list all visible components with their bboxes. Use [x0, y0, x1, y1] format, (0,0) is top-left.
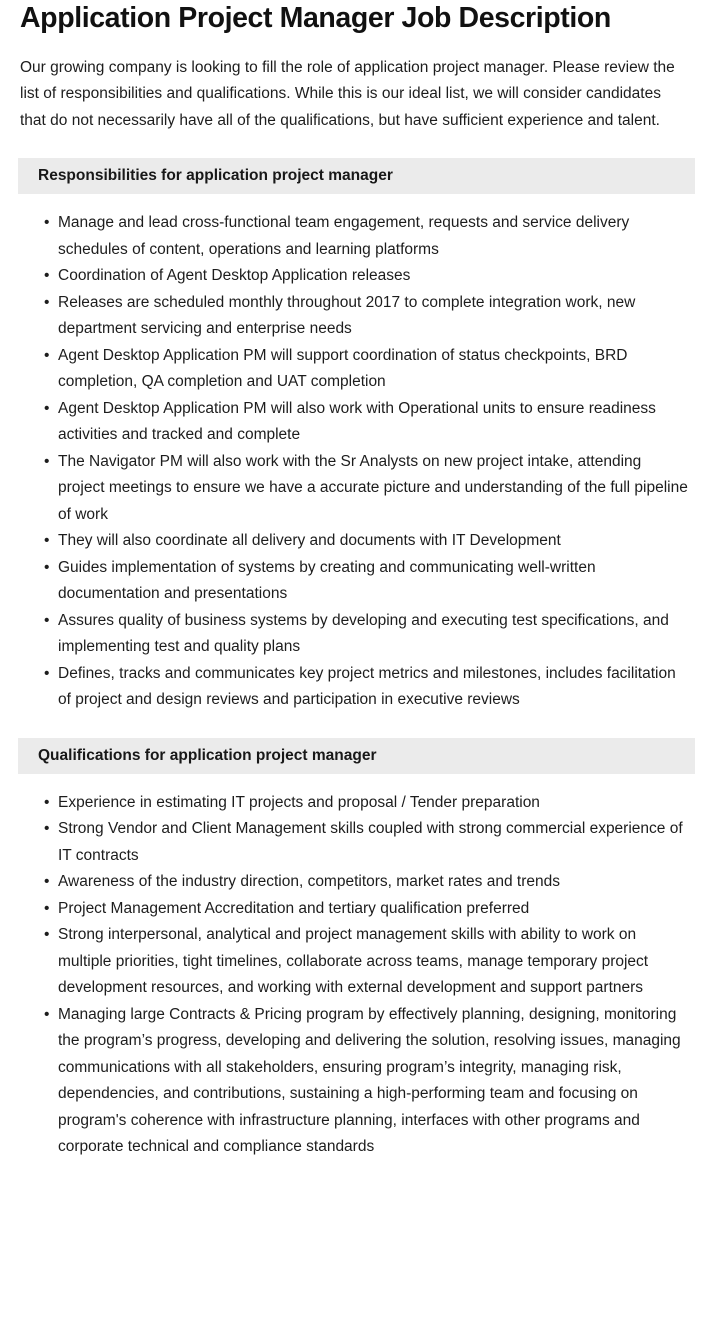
list-item: • Managing large Contracts & Pricing program by effectively planning, designing, monitoring the program’s progress, developing and delivering the solution, resolving issues, managing communications with all stakeholders, ensuring program’s integrity, managing risk, dependencies, and contributions, sustaining a high-performing team and focusing on program's coherence with infrastructure planning, interfaces with other programs and corporate technical and compliance standards — [20, 1002, 690, 1161]
responsibilities-list — [0, 194, 720, 714]
list-item: • The Navigator PM will also work with the Sr Analysts on new project intake, attending project meetings to ensure we have a accurate picture and understanding of the full pipeline of work — [20, 449, 690, 529]
list-item: • They will also coordinate all delivery and documents with IT Development — [20, 528, 690, 555]
list-item: • Agent Desktop Application PM will support coordination of status checkpoints, BRD completion, QA completion and UAT completion — [20, 343, 690, 396]
list-item: • Coordination of Agent Desktop Application releases — [20, 263, 690, 290]
responsibilities-section-header — [18, 158, 695, 194]
list-item: • Assures quality of business systems by developing and executing test specifications, and implementing test and quality plans — [20, 608, 690, 661]
list-item: • Awareness of the industry direction, competitors, market rates and trends — [20, 869, 690, 896]
list-item: • Defines, tracks and communicates key project metrics and milestones, includes facilitation of project and design reviews and participation in executive reviews — [20, 661, 690, 714]
list-item: • Experience in estimating IT projects and proposal / Tender preparation — [20, 790, 690, 817]
qualifications-section-header — [18, 738, 695, 774]
list-item: • Releases are scheduled monthly throughout 2017 to complete integration work, new department servicing and enterprise needs — [20, 290, 690, 343]
page-title: Application Project Manager Job Description — [20, 2, 611, 34]
qualifications-list — [0, 774, 720, 1161]
list-item: • Project Management Accreditation and tertiary qualification preferred — [20, 896, 690, 923]
qualifications-section — [0, 738, 720, 1161]
qualifications-heading: Qualifications for application project manager — [38, 746, 377, 764]
intro-paragraph: Our growing company is looking to fill the role of application project manager. Please review the list of responsibilities and qualifications. While this is our ideal list, we will consider candidates that do not necessarily have all of the qualifications, but have sufficient experience and talent. — [20, 58, 675, 129]
responsibilities-section — [0, 158, 720, 714]
list-item: • Guides implementation of systems by creating and communicating well-written documentation and presentations — [20, 555, 690, 608]
list-item: • Agent Desktop Application PM will also work with Operational units to ensure readiness activities and tracked and complete — [20, 396, 690, 449]
list-item: • Strong interpersonal, analytical and project management skills with ability to work on multiple priorities, tight timelines, collaborate across teams, manage temporary project development resources, and working with external development and support partners — [20, 922, 690, 1002]
list-item: • Strong Vendor and Client Management skills coupled with strong commercial experience of IT contracts — [20, 816, 690, 869]
list-item: • Manage and lead cross-functional team engagement, requests and service delivery schedules of content, operations and learning platforms — [20, 210, 690, 263]
responsibilities-heading: Responsibilities for application project manager — [38, 167, 393, 184]
